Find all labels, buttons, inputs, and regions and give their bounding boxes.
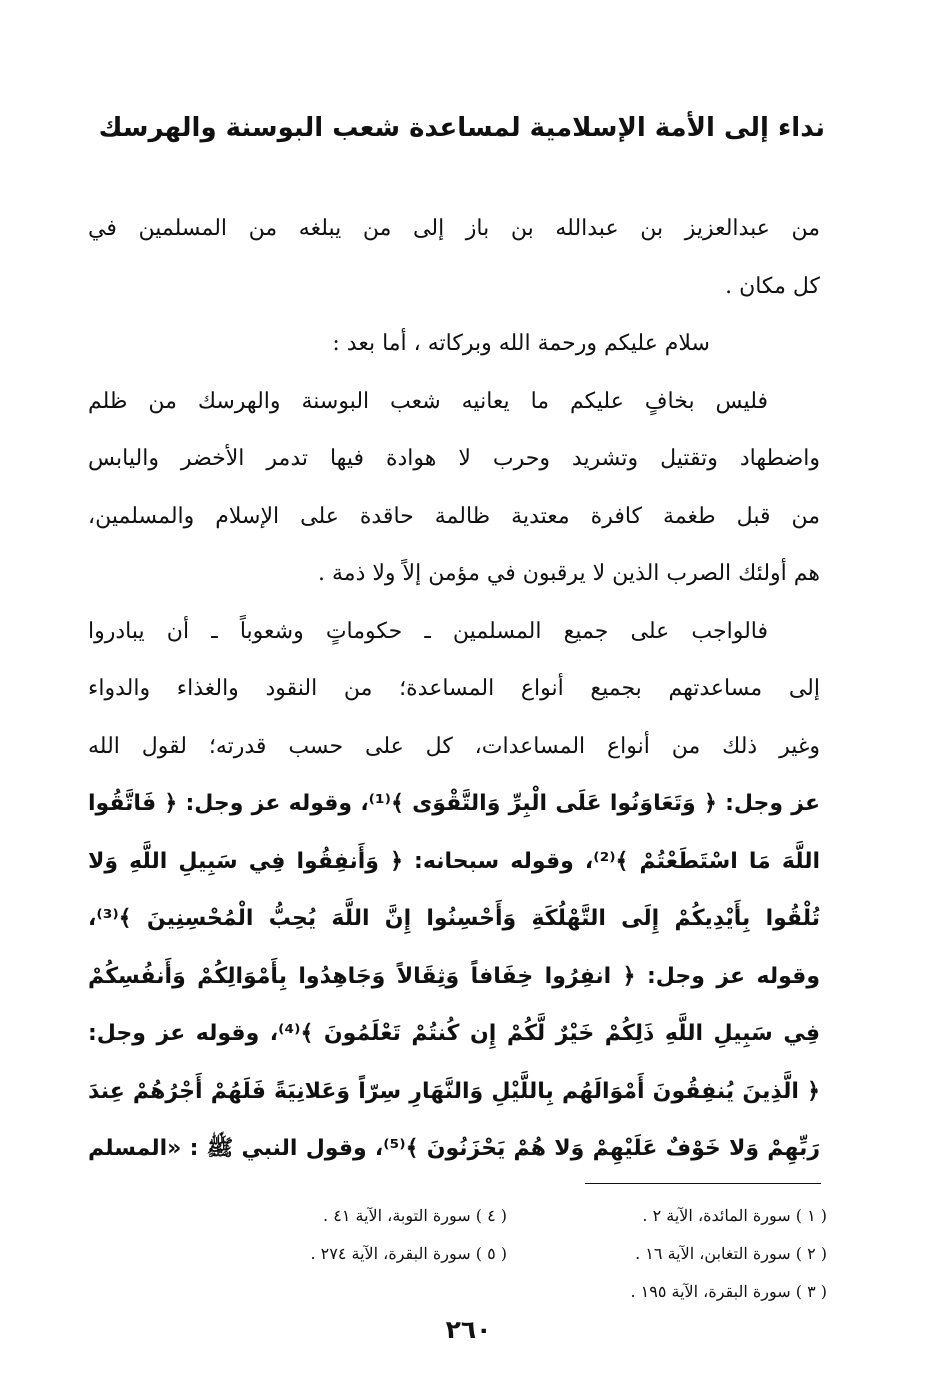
text-line: فليس بخافٍ عليكم ما يعانيه شعب البوسنة والهرسك من ظلم [88, 388, 768, 414]
quran-verse-line: عز وجل: ﴿ وَتَعَاوَنُوا عَلَى الْبِرِّ وَالتَّقْوَى ﴾⁽¹⁾، وقوله عز وجل: ﴿ فَاتَّقُوا [88, 791, 820, 816]
text-line: هم أولئك الصرب الذين لا يرقبون في مؤمن إلاً ولا ذمة . [318, 561, 820, 586]
text-line: من قبل طغمة كافرة معتدية ظالمة حاقدة على الإسلام والمسلمين، [88, 503, 820, 529]
quran-verse-line: وقوله عز وجل: ﴿ انفِرُوا خِفَافاً وَثِقَالاً وَجَاهِدُوا بِأَمْوَالِكُمْ وَأَنفُسِكُمْ [88, 963, 820, 989]
quran-verse-line: فِي سَبِيلِ اللَّهِ ذَلِكُمْ خَيْرٌ لَّكُمْ إِن كُنتُمْ تَعْلَمُونَ ﴾⁽⁴⁾، وقوله عز وجل: [88, 1021, 820, 1046]
footnote-1: ( ١ ) سورة المائدة، الآية ٢ . [642, 1206, 827, 1225]
quran-verse-line: اللَّهَ مَا اسْتَطَعْتُمْ ﴾⁽²⁾، وقوله سبحانه: ﴿ وَأَنفِقُوا فِي سَبِيلِ اللَّهِ وَلا [88, 848, 820, 874]
quran-verse-line: رَبِّهِمْ وَلا خَوْفٌ عَلَيْهِمْ وَلا هُمْ يَحْزَنُونَ ﴾⁽⁵⁾، وقول النبي ﷺ : «المسلم [88, 1136, 820, 1161]
footnote-4: ( ٤ ) سورة التوبة، الآية ٤١ . [323, 1206, 507, 1225]
text-line: واضطهاد وتقتيل وتشريد وحرب لا هوادة فيها تدمر الأخضر واليابس [88, 446, 820, 471]
footnote-2: ( ٢ ) سورة التغابن، الآية ١٦ . [635, 1244, 827, 1263]
quran-verse-line: تُلْقُوا بِأَيْدِيكُمْ إِلَى التَّهْلُكَةِ وَأَحْسِنُوا إِنَّ اللَّهَ يُحِبُّ الْمُحْسِنِينَ ﴾⁽³⁾، [88, 906, 820, 931]
salutation-line: سلام عليكم ورحمة الله وبركاته ، أما بعد : [332, 331, 710, 356]
footnote-3: ( ٣ ) سورة البقرة، الآية ١٩٥ . [630, 1282, 827, 1301]
text-line: كل مكان . [725, 273, 820, 299]
page-number: ٢٦٠ [445, 1315, 492, 1344]
footnote-5: ( ٥ ) سورة البقرة، الآية ٢٧٤ . [310, 1244, 507, 1263]
body-text [88, 200, 820, 1178]
page-title: نداء إلى الأمة الإسلامية لمساعدة شعب البوسنة والهرسك [98, 113, 825, 143]
footnotes-left-column [310, 1197, 507, 1273]
text-line: من عبدالعزيز بن عبدالله بن باز إلى من يبلغه من المسلمين في [88, 216, 820, 241]
text-line: فالواجب على جميع المسلمين ـ حكوماتٍ وشعوباً ـ أن يبادروا [88, 618, 768, 644]
text-line: إلى مساعدتهم بجميع أنواع المساعدة؛ من النقود والغذاء والدواء [88, 676, 820, 701]
quran-verse-line: ﴿ الَّذِينَ يُنفِقُونَ أَمْوَالَهُم بِاللَّيْلِ وَالنَّهَارِ سِرّاً وَعَلانِيَةً فَلَهُمْ أَجْرُهُمْ عِندَ [88, 1078, 820, 1104]
footnotes-right-column [630, 1197, 827, 1311]
text-line: وغير ذلك من أنواع المساعدات، كل على حسب قدرته؛ لقول الله [88, 733, 820, 759]
footnote-separator [585, 1183, 821, 1184]
